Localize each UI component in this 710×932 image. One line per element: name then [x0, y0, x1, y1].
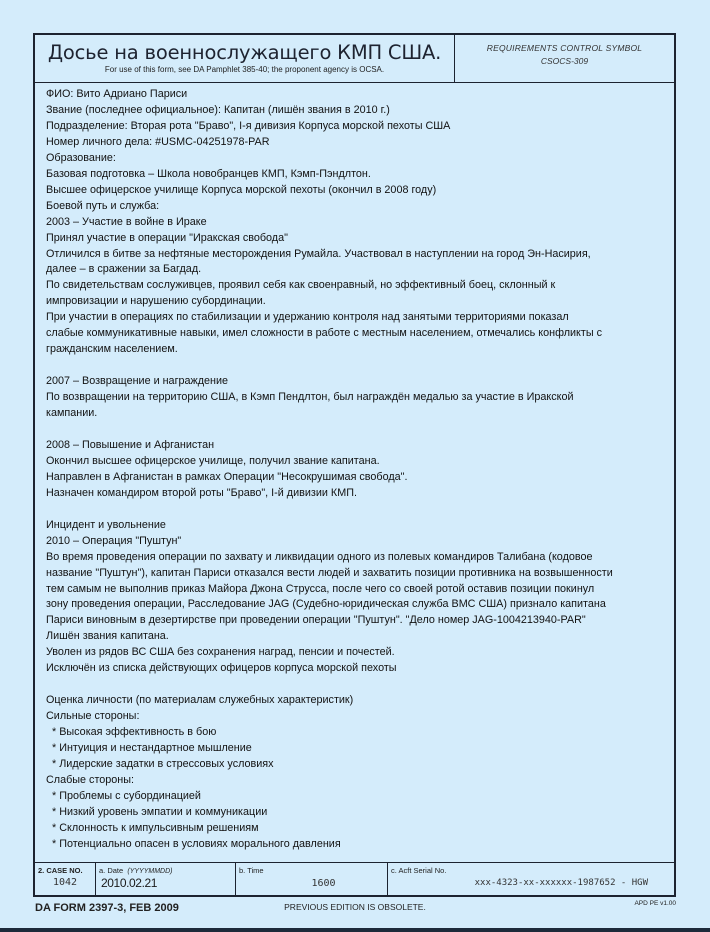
text-line: зону проведения операции, Расследование JAG (Судебно-юридическая служба ВМС США) признало капитана — [46, 598, 606, 611]
text-line: * Склонность к импульсивным решениям — [52, 821, 259, 834]
text-line: * Лидерские задатки в стрессовых условиях — [52, 757, 274, 770]
text-line: 2010 – Операция "Пуштун" — [46, 534, 182, 547]
case-no-label: 2. CASE NO. — [38, 866, 83, 875]
previous-edition-note: PREVIOUS EDITION IS OBSOLETE. — [284, 902, 426, 912]
text-line: Лишён звания капитана. — [46, 630, 169, 643]
text-line: Направлен в Афганистан в рамках Операции "Несокрушимая свобода". — [46, 470, 408, 483]
date-value: 2010.02.21 — [101, 876, 158, 890]
text-line: Высшее офицерское училище Корпуса морской пехоты (окончил в 2008 году) — [46, 183, 437, 196]
rcs-label: REQUIREMENTS CONTROL SYMBOL — [486, 43, 643, 53]
text-line: По свидетельствам сослуживцев, проявил себя как своенравный, но эффективный боец, склонный к — [46, 279, 556, 292]
text-line: * Потенциально опасен в условиях морального давления — [52, 837, 341, 850]
requirements-control-block — [455, 35, 674, 82]
bottom-border — [0, 928, 710, 932]
text-line: Уволен из рядов ВС США без сохранения наград, пенсии и почестей. — [46, 646, 395, 659]
rcs-code: CSOCS-309 — [540, 56, 589, 66]
text-line: Боевой путь и служба: — [46, 199, 160, 212]
text-line: Номер личного дела: #USMC-04251978-PAR — [46, 135, 270, 148]
text-line: Отличился в битве за нефтяные месторождения Румайла. Участвовал в наступлении на город Эн-Насирия, — [46, 247, 591, 260]
text-line: Оценка личности (по материалам служебных характеристик) — [46, 694, 354, 707]
serial-label: c. Acft Serial No. — [391, 866, 447, 875]
text-line: Назначен командиром второй роты "Браво", I-й дивизии КМП. — [46, 486, 357, 499]
text-line: импровизации и нарушению субординации. — [46, 295, 266, 308]
text-line: далее – в сражении за Багдад. — [46, 263, 202, 276]
case-no-value: 1042 — [52, 877, 78, 888]
accident-report-form — [33, 33, 676, 897]
text-line: При участии в операциях по стабилизации и удержанию контроля над занятыми территориями показал — [46, 311, 569, 324]
text-line: кампании. — [46, 407, 98, 420]
text-line: Исключён из списка действующих офицеров корпуса морской пехоты — [46, 662, 397, 675]
date-cell — [95, 863, 235, 896]
serial-value: xxx-4323-xx-xxxxxx-1987652 - HGW — [474, 878, 648, 888]
text-line: Париси виновным в дезертирстве при проведении операции "Пуштун". "Дело номер JAG-1004213940-PAR" — [46, 614, 586, 627]
text-line: По возвращении на территорию США, в Кэмп Пендлтон, был награждён медалью за участие в Иракской — [46, 391, 574, 404]
date-label: a. Date — [99, 866, 124, 875]
apd-version: APD PE v1.00 — [634, 900, 676, 907]
text-line: Инцидент и увольнение — [46, 518, 166, 531]
case-no-cell — [35, 863, 95, 896]
text-line: 2008 – Повышение и Афганистан — [46, 438, 215, 451]
text-line: * Высокая эффективность в бою — [52, 726, 217, 739]
text-line: Принял участие в операции "Иракская свобода" — [46, 231, 288, 244]
blank-line — [46, 502, 671, 518]
time-value: 1600 — [311, 878, 336, 889]
text-line: ФИО: Вито Адриано Париси — [46, 88, 188, 100]
form-name: DA FORM 2397-3, FEB 2009 — [35, 902, 179, 914]
date-format-hint: (YYYYMMDD) — [127, 868, 173, 875]
text-line: * Низкий уровень эмпатии и коммуникации — [52, 805, 268, 818]
text-line: гражданским населением. — [46, 343, 178, 356]
text-line: Образование: — [46, 151, 116, 164]
blank-line — [46, 358, 671, 374]
form-title-block — [35, 35, 455, 82]
text-line: 2003 – Участие в войне в Ираке — [46, 215, 207, 228]
text-line: Сильные стороны: — [46, 710, 140, 723]
text-line: Окончил высшее офицерское училище, получил звание капитана. — [46, 454, 380, 467]
dossier-text — [46, 87, 671, 853]
text-line: Во время проведения операции по захвату и ликвидации одного из полевых командиров Талибана (кодовое — [46, 550, 593, 563]
text-line: Звание (последнее официальное): Капитан (лишён звания в 2010 г.) — [46, 103, 390, 116]
blank-line — [46, 677, 671, 693]
text-line: тем самым не выполнив приказ Майора Джона Струсса, после чего со своей ротой оставив позиции покинул — [46, 582, 595, 595]
text-line: 2007 – Возвращение и награждение — [46, 375, 229, 388]
time-label: b. Time — [239, 866, 264, 875]
text-line: * Проблемы с субординацией — [52, 789, 201, 802]
form-header — [35, 35, 674, 83]
form-subtitle: For use of this form, see DA Pamphlet 385-40; the proponent agency is OCSA. — [104, 65, 385, 74]
text-line: * Интуиция и нестандартное мышление — [52, 742, 252, 755]
blank-line — [46, 422, 671, 438]
text-line: Подразделение: Вторая рота "Браво", I-я дивизия Корпуса морской пехоты США — [46, 119, 451, 132]
text-line: слабые коммуникативные навыки, имел сложности в работе с местным населением, отмечались конфликты с — [46, 327, 602, 340]
time-cell — [235, 863, 387, 896]
text-line: название "Пуштун"), капитан Париси отказался вести людей и захватить позиции противника на возвышенности — [46, 566, 613, 579]
text-line: Базовая подготовка – Школа новобранцев КМП, Кэмп-Пэндлтон. — [46, 167, 371, 180]
text-line: Слабые стороны: — [46, 773, 135, 786]
form-footer-fields — [35, 862, 674, 896]
page-title: Досье на военнослужащего КМП США. — [47, 41, 442, 64]
serial-cell — [387, 863, 674, 896]
